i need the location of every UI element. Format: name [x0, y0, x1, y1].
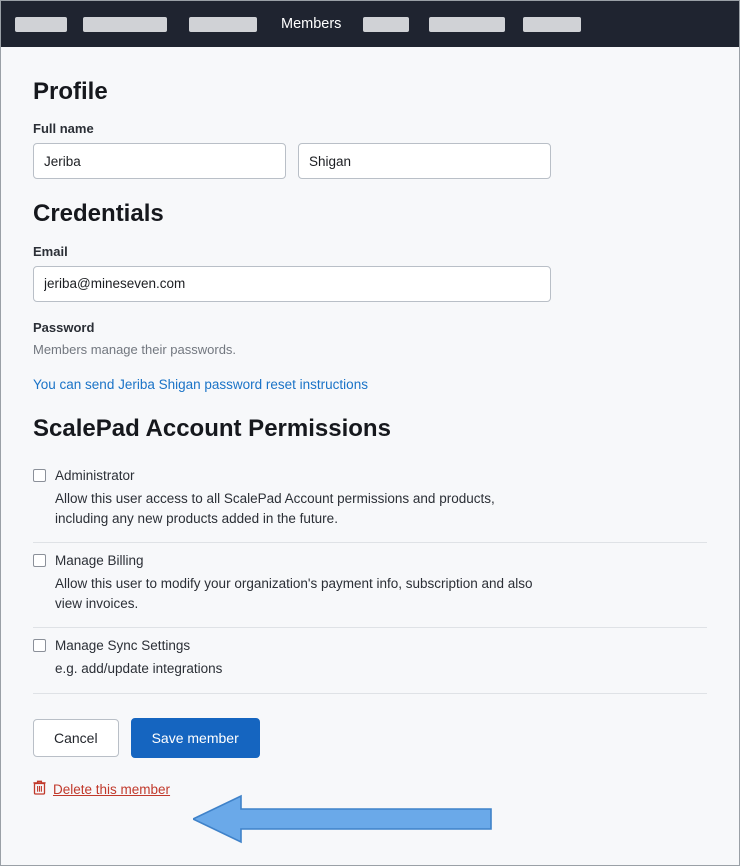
password-reset-link[interactable]: You can send Jeriba Shigan password reset instructions — [33, 376, 368, 392]
email-input[interactable] — [33, 266, 551, 302]
full-name-label: Full name — [33, 121, 94, 137]
nav-placeholder-4[interactable] — [363, 17, 409, 32]
nav-item-members[interactable]: Members — [281, 16, 342, 32]
email-label: Email — [33, 243, 68, 259]
trash-icon — [33, 780, 46, 800]
top-navigation-bar — [1, 1, 739, 47]
credentials-heading: Credentials — [33, 200, 164, 228]
nav-placeholder-6[interactable] — [523, 17, 581, 32]
save-member-button[interactable]: Save member — [131, 718, 260, 758]
nav-placeholder-3[interactable] — [189, 17, 257, 32]
password-label: Password — [33, 319, 95, 335]
permission-item-manage-sync-settings — [33, 628, 707, 694]
last-name-input[interactable] — [298, 143, 551, 179]
delete-member-link[interactable]: Delete this member — [53, 782, 171, 798]
delete-member-row — [33, 780, 707, 800]
nav-placeholder-1[interactable] — [15, 17, 67, 32]
manage-billing-description: Allow this user to modify your organization's payment info, subscription and also view invoices. — [55, 576, 533, 611]
manage-sync-settings-description: e.g. add/update integrations — [55, 661, 223, 677]
member-edit-form — [1, 47, 739, 800]
manage-sync-settings-title: Manage Sync Settings — [55, 638, 191, 654]
permission-item-administrator — [33, 458, 707, 543]
manage-sync-settings-checkbox[interactable] — [33, 639, 46, 652]
form-actions — [33, 718, 707, 758]
first-name-input[interactable] — [33, 143, 286, 179]
cancel-button[interactable]: Cancel — [33, 719, 119, 757]
administrator-checkbox[interactable] — [33, 469, 46, 482]
nav-placeholder-2[interactable] — [83, 17, 167, 32]
administrator-title: Administrator — [55, 468, 135, 484]
administrator-description: Allow this user access to all ScalePad Account permissions and products, including any new products added in the future. — [55, 491, 495, 526]
full-name-row — [33, 143, 707, 179]
password-note: Members manage their passwords. — [33, 341, 237, 357]
permission-item-manage-billing — [33, 543, 707, 628]
annotation-arrow-icon — [193, 794, 493, 849]
permissions-list — [33, 458, 707, 694]
nav-placeholder-5[interactable] — [429, 17, 505, 32]
profile-heading: Profile — [33, 78, 108, 105]
manage-billing-checkbox[interactable] — [33, 554, 46, 567]
permissions-heading: ScalePad Account Permissions — [33, 414, 391, 442]
manage-billing-title: Manage Billing — [55, 553, 144, 569]
